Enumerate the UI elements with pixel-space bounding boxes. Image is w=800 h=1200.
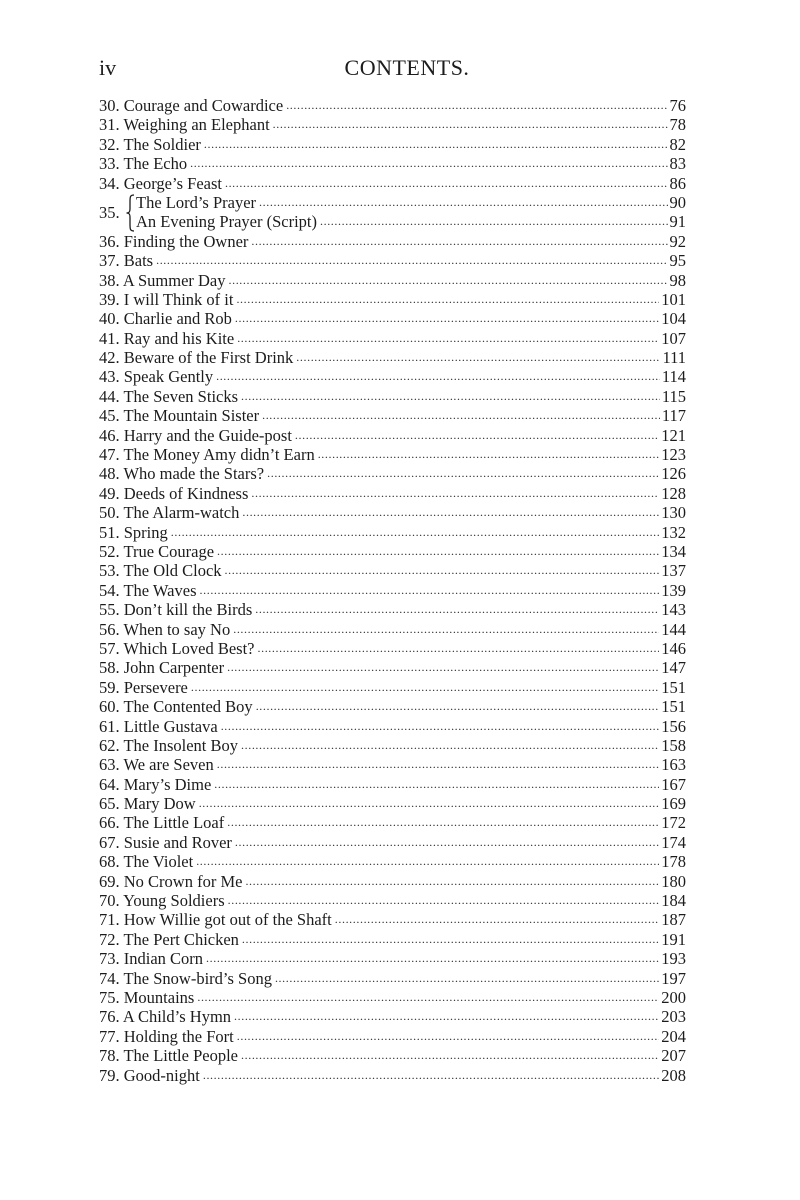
dot-leader — [296, 348, 660, 367]
dot-leader — [227, 813, 659, 832]
toc-entry — [99, 736, 686, 755]
toc-entry-page: 193 — [661, 949, 686, 969]
toc-entry-page: 137 — [661, 561, 686, 581]
dot-leader — [251, 484, 659, 503]
toc-entry — [99, 309, 686, 328]
toc-entry-title: 41. Ray and his Kite — [99, 328, 235, 348]
toc-entry — [99, 775, 686, 794]
dot-leader — [171, 523, 659, 542]
toc-entry-title: 69. No Crown for Me — [99, 871, 243, 891]
toc-entry-title: 67. Susie and Rover — [99, 832, 232, 852]
dot-leader — [258, 639, 660, 658]
toc-entry — [99, 367, 686, 386]
toc-entry-page: 92 — [669, 231, 686, 251]
dot-leader — [275, 969, 659, 988]
toc-entry-title: 77. Holding the Fort — [99, 1026, 234, 1046]
toc-entry-title: An Evening Prayer (Script) — [136, 212, 317, 232]
toc-group-35 — [99, 193, 686, 232]
toc-entry — [99, 872, 686, 891]
toc-entry — [99, 658, 686, 677]
dot-leader — [255, 600, 659, 619]
dot-leader — [214, 775, 659, 794]
dot-leader — [295, 426, 659, 445]
toc-entry-title: The Lord’s Prayer — [136, 192, 257, 212]
toc-entry — [99, 1027, 686, 1046]
dot-leader — [229, 271, 668, 290]
toc-entry — [99, 813, 686, 832]
dot-leader — [241, 1046, 659, 1065]
toc-entry-page: 203 — [661, 1007, 686, 1027]
toc-entry-page: 130 — [661, 503, 686, 523]
toc-entry-title: 33. The Echo — [99, 154, 188, 174]
toc-entry-title: 47. The Money Amy didn’t Earn — [99, 445, 315, 465]
toc-entry — [99, 290, 686, 309]
toc-entry — [99, 755, 686, 774]
toc-entry-title: 36. Finding the Owner — [99, 231, 249, 251]
toc-entry-page: 115 — [661, 386, 686, 406]
toc-entry — [99, 794, 686, 813]
toc-entry — [99, 1046, 686, 1065]
toc-entry — [99, 406, 686, 425]
toc-entry-title: 60. The Contented Boy — [99, 697, 253, 717]
dot-leader — [217, 542, 659, 561]
toc-entry-title: 30. Courage and Cowardice — [99, 96, 284, 115]
dot-leader — [318, 445, 660, 464]
toc-entry-title: 50. The Alarm-watch — [99, 503, 240, 523]
toc-entry-page: 90 — [669, 192, 686, 212]
dot-leader — [156, 251, 667, 270]
toc-entry — [99, 600, 686, 619]
toc-entry-page: 86 — [669, 173, 686, 193]
toc-entry — [99, 1007, 686, 1026]
dot-leader — [221, 717, 660, 736]
toc-entry-title: 70. Young Soldiers — [99, 891, 225, 911]
toc-entry-title: 44. The Seven Sticks — [99, 386, 239, 406]
dot-leader — [237, 1027, 660, 1046]
dot-leader — [225, 174, 668, 193]
toc-entry-page: 144 — [661, 619, 686, 639]
toc-entry-title: 51. Spring — [99, 522, 168, 542]
dot-leader — [236, 290, 659, 309]
dot-leader — [204, 135, 668, 154]
dot-leader — [225, 561, 660, 580]
toc-entry-title: 71. How Willie got out of the Shaft — [99, 910, 332, 930]
toc-entry-page: 200 — [661, 987, 686, 1007]
toc-entry — [99, 910, 686, 929]
dot-leader — [233, 620, 659, 639]
toc-entry-title: 45. The Mountain Sister — [99, 406, 260, 426]
toc-entry-page: 83 — [669, 154, 686, 174]
toc-entry — [99, 678, 686, 697]
toc-entry-title: 72. The Pert Chicken — [99, 929, 239, 949]
toc-entry-title: 64. Mary’s Dime — [99, 774, 212, 794]
toc-entry — [99, 988, 686, 1007]
toc-entry-title: 53. The Old Clock — [99, 561, 222, 581]
toc-entry-title: 79. Good-night — [99, 1065, 200, 1085]
toc-entry-page: 158 — [661, 735, 686, 755]
toc-entry — [99, 174, 686, 193]
page-number: iv — [99, 55, 117, 80]
toc-entry-page: 172 — [661, 813, 686, 833]
page-title: CONTENTS. — [344, 55, 470, 80]
toc-entry — [99, 154, 686, 173]
toc-entry-page: 117 — [661, 406, 686, 426]
toc-entry-page: 187 — [661, 910, 686, 930]
dot-leader — [235, 833, 659, 852]
toc-group-items — [136, 193, 686, 232]
toc-entry-title: 63. We are Seven — [99, 755, 214, 775]
toc-entry — [99, 639, 686, 658]
dot-leader — [256, 697, 660, 716]
dot-leader — [200, 581, 660, 600]
toc-entry-title: 38. A Summer Day — [99, 270, 226, 290]
dot-leader — [228, 891, 660, 910]
toc-entry-page: 128 — [661, 483, 686, 503]
toc-entry — [99, 620, 686, 639]
toc-entry-page: 204 — [661, 1026, 686, 1046]
toc-entry — [99, 949, 686, 968]
toc-entry-title: 52. True Courage — [99, 542, 215, 561]
toc-entry-title: 48. Who made the Stars? — [99, 464, 265, 484]
toc-entry-page: 132 — [661, 522, 686, 542]
dot-leader — [273, 115, 668, 134]
toc-entry-title: 32. The Soldier — [99, 134, 201, 154]
dot-leader — [199, 794, 660, 813]
toc-entry-title: 75. Mountains — [99, 987, 195, 1007]
toc-entry — [99, 891, 686, 910]
dot-leader — [267, 464, 659, 483]
dot-leader — [242, 503, 659, 522]
toc-entry-page: 146 — [661, 638, 686, 658]
toc-sub-entry — [136, 212, 686, 231]
dot-leader — [259, 193, 667, 212]
toc-entry — [99, 930, 686, 949]
toc-entry — [99, 96, 686, 115]
dot-leader — [206, 949, 659, 968]
toc-entry-page: 163 — [661, 755, 686, 775]
toc-sub-entry — [136, 193, 686, 212]
toc-entry-page: 78 — [669, 115, 686, 135]
toc-entry-page: 156 — [661, 716, 686, 736]
toc-entry-page: 143 — [661, 600, 686, 620]
toc-entry-page: 174 — [661, 832, 686, 852]
toc-entry-title: 39. I will Think of it — [99, 289, 234, 309]
dot-leader — [262, 406, 660, 425]
toc-entry — [99, 445, 686, 464]
toc-entry-title: 31. Weighing an Elephant — [99, 115, 270, 135]
toc-entry-title: 43. Speak Gently — [99, 367, 214, 387]
toc-entry — [99, 251, 686, 270]
toc-entry-page: 98 — [669, 270, 686, 290]
toc-entry — [99, 969, 686, 988]
toc-entry-page: 126 — [661, 464, 686, 484]
toc-entry — [99, 464, 686, 483]
toc-entry-title: 76. A Child’s Hymn — [99, 1007, 232, 1027]
toc-entry-title: 37. Bats — [99, 251, 154, 271]
dot-leader — [227, 658, 659, 677]
toc-entry — [99, 1066, 686, 1085]
toc-entry — [99, 484, 686, 503]
toc-entry-title: 59. Persevere — [99, 677, 188, 697]
toc-entry — [99, 426, 686, 445]
toc-entry-title: 73. Indian Corn — [99, 949, 204, 969]
toc-entry-title: 49. Deeds of Kindness — [99, 483, 249, 503]
toc-entry — [99, 232, 686, 251]
dot-leader — [234, 1007, 659, 1026]
dot-leader — [203, 1066, 659, 1085]
toc-entry-title: 55. Don’t kill the Birds — [99, 600, 253, 620]
toc-entry — [99, 581, 686, 600]
toc-entry-page: 184 — [661, 891, 686, 911]
toc-entry-title: 42. Beware of the First Drink — [99, 348, 294, 368]
dot-leader — [241, 387, 660, 406]
dot-leader — [196, 852, 659, 871]
toc-entry-page: 134 — [661, 542, 686, 561]
toc-entry-title: 68. The Violet — [99, 852, 194, 872]
toc-entry-page: 111 — [662, 348, 686, 368]
toc-entry-title: 62. The Insolent Boy — [99, 735, 239, 755]
toc-entry-page: 121 — [661, 425, 686, 445]
toc-entry-page: 197 — [661, 968, 686, 988]
toc-entry — [99, 561, 686, 580]
toc-entry — [99, 271, 686, 290]
toc-entry — [99, 503, 686, 522]
toc-entry — [99, 542, 686, 561]
toc-entry-page: 139 — [661, 580, 686, 600]
toc-entry-page: 91 — [669, 212, 686, 232]
toc-entry-page: 207 — [661, 1046, 686, 1066]
toc-entry-page: 169 — [661, 794, 686, 814]
toc-entry-title: 54. The Waves — [99, 580, 197, 600]
toc-entry — [99, 833, 686, 852]
toc-entry — [99, 717, 686, 736]
toc-entry-title: 58. John Carpenter — [99, 658, 225, 678]
dot-leader — [251, 232, 667, 251]
dot-leader — [245, 872, 659, 891]
toc-entry-page: 101 — [661, 289, 686, 309]
dot-leader — [335, 910, 659, 929]
toc-entry-page: 107 — [661, 328, 686, 348]
toc-entry-title: 56. When to say No — [99, 619, 231, 639]
toc-entry — [99, 852, 686, 871]
toc-entry-page: 208 — [661, 1065, 686, 1085]
toc-entry — [99, 329, 686, 348]
toc-entry-title: 57. Which Loved Best? — [99, 638, 255, 658]
toc-entry — [99, 523, 686, 542]
toc-entry-page: 151 — [661, 697, 686, 717]
dot-leader — [242, 930, 659, 949]
toc-entry-page: 123 — [661, 445, 686, 465]
toc-entry-title: 34. George’s Feast — [99, 173, 222, 193]
toc-entry-page: 191 — [661, 929, 686, 949]
toc-entry-page: 104 — [661, 309, 686, 329]
toc-entry-title: 61. Little Gustava — [99, 716, 218, 736]
toc-entry-page: 167 — [661, 774, 686, 794]
toc-entry-page: 95 — [669, 251, 686, 271]
toc-group-number: 35. — [99, 202, 120, 222]
toc-entry-page: 180 — [661, 871, 686, 891]
toc-entry-page: 76 — [669, 96, 686, 115]
dot-leader — [286, 96, 667, 115]
dot-leader — [237, 329, 659, 348]
toc-entry-page: 114 — [661, 367, 686, 387]
toc-entry-page: 151 — [661, 677, 686, 697]
toc-entry-page: 147 — [661, 658, 686, 678]
dot-leader — [241, 736, 659, 755]
toc-entry — [99, 387, 686, 406]
toc-entry — [99, 115, 686, 134]
toc-entry-title: 66. The Little Loaf — [99, 813, 225, 833]
curly-brace-icon — [125, 193, 136, 232]
toc-entry-title: 74. The Snow-bird’s Song — [99, 968, 272, 988]
toc-entry-title: 46. Harry and the Guide-post — [99, 425, 292, 445]
dot-leader — [191, 678, 659, 697]
toc-entry — [99, 348, 686, 367]
dot-leader — [320, 212, 668, 231]
toc-entry-title: 65. Mary Dow — [99, 794, 196, 814]
toc-entry-title: 78. The Little People — [99, 1046, 239, 1066]
dot-leader — [216, 367, 660, 386]
dot-leader — [217, 755, 660, 774]
dot-leader — [190, 154, 667, 173]
toc-entry-page: 178 — [661, 852, 686, 872]
toc-entry-page: 82 — [669, 134, 686, 154]
dot-leader — [197, 988, 659, 1007]
toc-entry-title: 40. Charlie and Rob — [99, 309, 232, 329]
toc-entry — [99, 135, 686, 154]
table-of-contents — [99, 96, 686, 1085]
dot-leader — [235, 309, 659, 328]
toc-entry — [99, 697, 686, 716]
